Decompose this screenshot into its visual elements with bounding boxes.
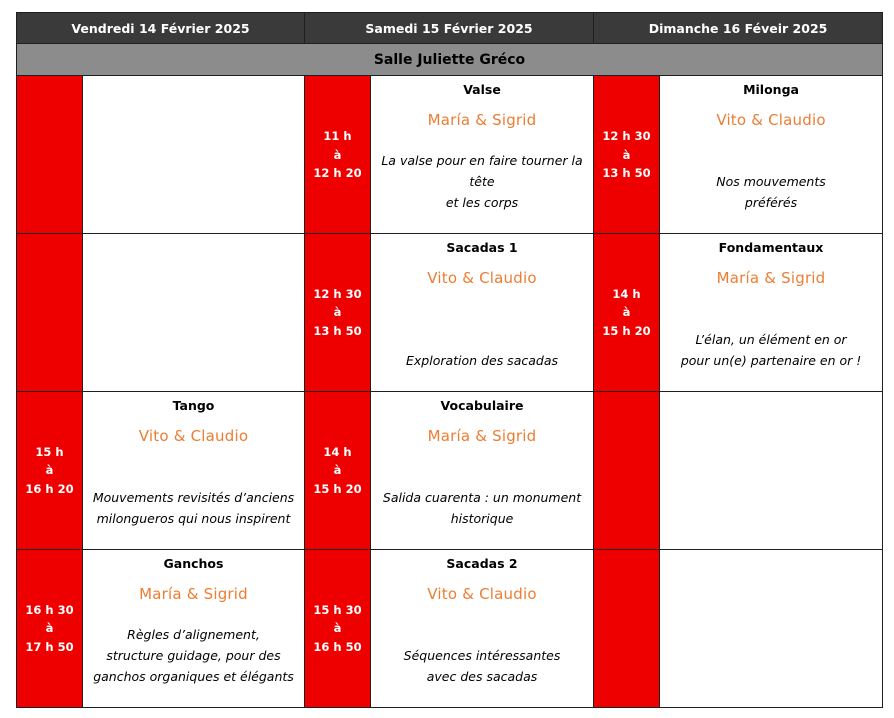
course-description	[377, 150, 587, 213]
course-description	[377, 350, 587, 371]
time-cell	[17, 392, 83, 550]
description-line: avec des sacadas	[426, 669, 538, 684]
slot-row	[17, 550, 883, 708]
time-line: 12 h 30	[313, 286, 362, 301]
course-title: Milonga	[743, 82, 799, 98]
course-teachers: Vito & Claudio	[427, 269, 537, 288]
description-line: milongueros qui nous inspirent	[96, 511, 291, 527]
course-cell	[371, 76, 594, 234]
course-title: Sacadas 2	[446, 556, 518, 572]
course-description	[377, 645, 587, 687]
course-title: Vocabulaire	[440, 398, 524, 414]
time-cell	[305, 550, 371, 708]
course-description	[666, 171, 876, 213]
description-line: L’élan, un élément en or	[695, 332, 847, 348]
day-header-row	[17, 13, 883, 44]
room-row	[17, 44, 883, 76]
time-cell	[305, 76, 371, 234]
slot-row	[17, 234, 883, 392]
course-cell	[371, 234, 594, 392]
course-title: Tango	[172, 398, 215, 414]
course-cell	[83, 392, 305, 550]
course-teachers: María & Sigrid	[716, 269, 826, 288]
course-description	[89, 624, 298, 687]
slot-row	[17, 392, 883, 550]
time-cell	[305, 234, 371, 392]
course-teachers: María & Sigrid	[427, 111, 537, 130]
description-line: Séquences intéressantes	[403, 648, 561, 663]
description-line: Exploration des sacadas	[406, 353, 558, 369]
course-teachers: Vito & Claudio	[138, 427, 249, 446]
time-line: à	[333, 147, 342, 162]
time-line: 15 h 20	[602, 323, 651, 338]
time-line: 12 h 20	[313, 166, 362, 181]
time-cell	[17, 550, 83, 708]
course-teachers: María & Sigrid	[427, 427, 537, 446]
schedule-table	[16, 12, 883, 708]
course-cell	[83, 76, 305, 234]
time-line: à	[333, 621, 342, 636]
time-cell	[594, 234, 660, 392]
time-line: 17 h 50	[25, 639, 74, 654]
course-cell	[660, 550, 883, 708]
room-title: Salle Juliette Gréco	[17, 44, 883, 76]
description-line: pour un(e) partenaire en or !	[680, 353, 862, 369]
time-line: 15 h 20	[313, 481, 362, 496]
time-line: 15 h 30	[313, 602, 362, 617]
course-title: Ganchos	[163, 556, 224, 572]
course-description	[89, 487, 298, 529]
time-line: à	[45, 621, 54, 636]
time-line: 13 h 50	[313, 323, 362, 338]
time-cell	[594, 76, 660, 234]
time-cell	[594, 392, 660, 550]
description-line: ganchos organiques et élégants	[93, 669, 294, 684]
course-title: Fondamentaux	[718, 240, 824, 256]
course-cell	[660, 392, 883, 550]
time-line: 14 h	[612, 286, 641, 301]
time-line: à	[45, 463, 54, 478]
time-line: 16 h 20	[25, 481, 74, 496]
day-header-friday: Vendredi 14 Février 2025	[17, 13, 305, 44]
slot-row	[17, 76, 883, 234]
description-line: préférés	[744, 195, 798, 211]
course-teachers: María & Sigrid	[139, 585, 248, 604]
description-line: structure guidage, pour des	[106, 648, 281, 663]
day-header-saturday: Samedi 15 Février 2025	[305, 13, 594, 44]
description-line: et les corps	[445, 195, 519, 211]
description-line: La valse pour en faire tourner la tête	[381, 153, 583, 190]
course-description	[666, 329, 876, 371]
course-cell	[660, 234, 883, 392]
description-line: Règles d’alignement,	[127, 627, 260, 642]
course-cell	[371, 550, 594, 708]
course-cell	[371, 392, 594, 550]
course-title: Valse	[463, 82, 501, 98]
time-line: 13 h 50	[602, 166, 651, 181]
time-line: 15 h	[35, 444, 64, 459]
course-cell	[83, 234, 305, 392]
time-cell	[594, 550, 660, 708]
course-cell	[83, 550, 305, 708]
time-line: à	[622, 147, 631, 162]
time-cell	[17, 76, 83, 234]
time-line: à	[333, 463, 342, 478]
course-teachers: Vito & Claudio	[716, 111, 826, 130]
description-line: Salida cuarenta : un monument	[382, 490, 582, 506]
course-teachers: Vito & Claudio	[427, 585, 537, 604]
time-line: 12 h 30	[602, 129, 651, 144]
course-title: Sacadas 1	[446, 240, 518, 256]
time-line: 14 h	[323, 444, 352, 459]
time-cell	[305, 392, 371, 550]
description-line: Mouvements revisités d’anciens	[92, 490, 295, 506]
course-cell	[660, 76, 883, 234]
course-description	[377, 487, 587, 529]
time-cell	[17, 234, 83, 392]
time-line: à	[622, 305, 631, 320]
description-line: Nos mouvements	[716, 174, 826, 190]
time-line: 16 h 50	[313, 639, 362, 654]
time-line: 16 h 30	[25, 602, 74, 617]
description-line: historique	[450, 511, 514, 527]
time-line: 11 h	[323, 129, 352, 144]
day-header-sunday: Dimanche 16 Féveir 2025	[594, 13, 883, 44]
time-line: à	[333, 305, 342, 320]
